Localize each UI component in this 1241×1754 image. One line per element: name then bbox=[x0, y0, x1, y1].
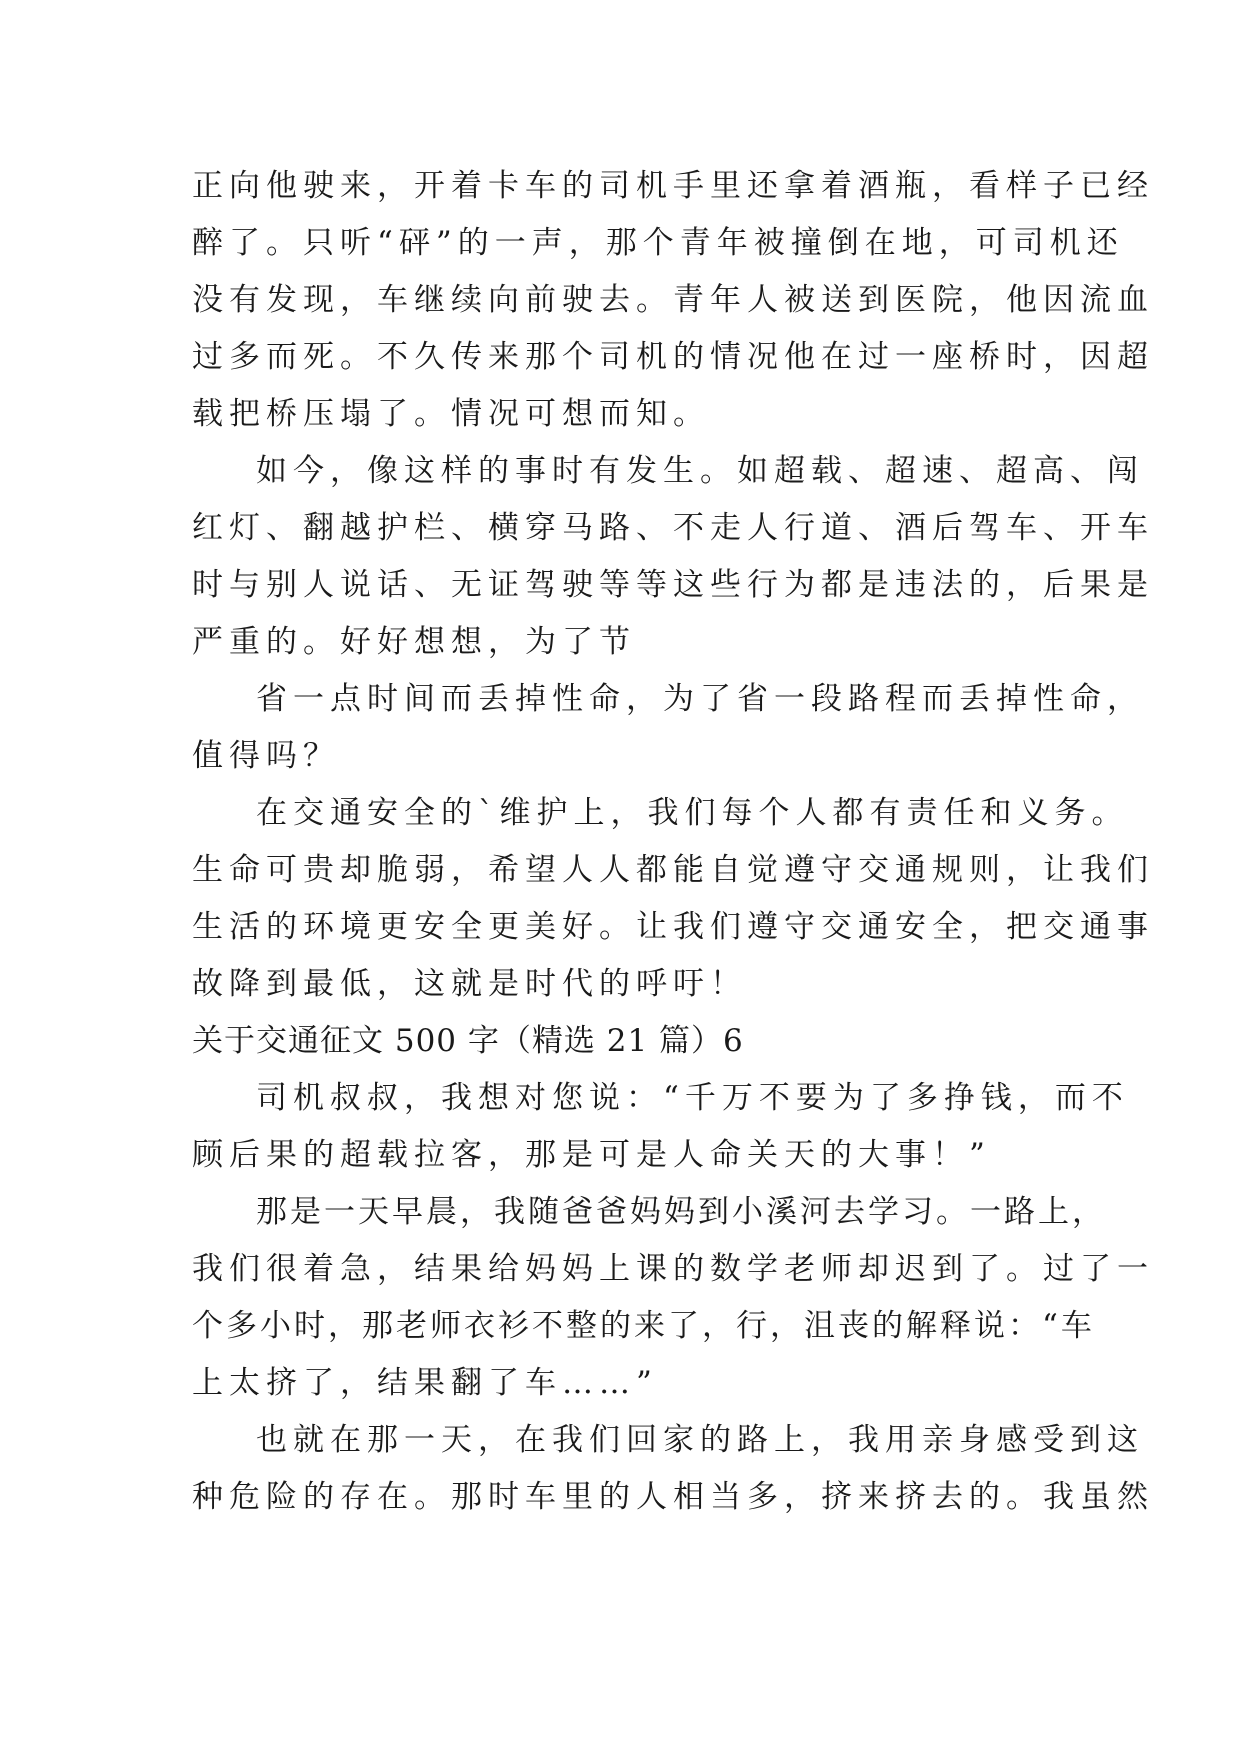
text-line: 种危险的存在。那时车里的人相当多，挤来挤去的。我虽然 bbox=[192, 1479, 1154, 1515]
document-page bbox=[192, 158, 1154, 1526]
text-line: 故降到最低，这就是时代的呼吁！ bbox=[192, 966, 747, 1002]
text-line: 生命可贵却脆弱，希望人人都能自觉遵守交通规则，让我们 bbox=[192, 852, 1154, 888]
section-heading: 关于交通征文 500 字（精选 21 篇）6 bbox=[192, 1023, 744, 1059]
text-line: 生活的环境更安全更美好。让我们遵守交通安全，把交通事 bbox=[192, 909, 1154, 945]
paragraph-start-line: 省一点时间而丢掉性命，为了省一段路程而丢掉性命， bbox=[256, 681, 1144, 717]
text-line: 醉了。只听“砰”的一声，那个青年被撞倒在地，可司机还 bbox=[192, 225, 1124, 261]
paragraph-start-line: 如今，像这样的事时有发生。如超载、超速、超高、闯 bbox=[256, 453, 1144, 489]
paragraph-start-line: 那是一天早晨，我随爸爸妈妈到小溪河去学习。一路上， bbox=[256, 1194, 1106, 1230]
text-line: 个多小时，那老师衣衫不整的来了，行，沮丧的解释说：“车 bbox=[192, 1308, 1095, 1344]
text-line: 载把桥压塌了。情况可想而知。 bbox=[192, 396, 710, 432]
text-line: 严重的。好好想想，为了节 bbox=[192, 624, 636, 660]
text-line: 上太挤了，结果翻了车……” bbox=[192, 1365, 658, 1401]
paragraph-start-line: 司机叔叔，我想对您说：“千万不要为了多挣钱，而不 bbox=[256, 1080, 1129, 1116]
paragraph-start-line: 在交通安全的`维护上，我们每个人都有责任和义务。 bbox=[256, 795, 1129, 831]
text-line: 时与别人说话、无证驾驶等等这些行为都是违法的，后果是 bbox=[192, 567, 1154, 603]
text-line: 红灯、翻越护栏、横穿马路、不走人行道、酒后驾车、开车 bbox=[192, 510, 1154, 546]
text-line: 正向他驶来，开着卡车的司机手里还拿着酒瓶，看样子已经 bbox=[192, 168, 1154, 204]
paragraph-start-line: 也就在那一天，在我们回家的路上，我用亲身感受到这 bbox=[256, 1422, 1144, 1458]
text-line: 顾后果的超载拉客，那是可是人命关天的大事！” bbox=[192, 1137, 991, 1173]
text-line: 我们很着急，结果给妈妈上课的数学老师却迟到了。过了一 bbox=[192, 1251, 1154, 1287]
text-line: 没有发现，车继续向前驶去。青年人被送到医院，他因流血 bbox=[192, 282, 1154, 318]
text-line: 过多而死。不久传来那个司机的情况他在过一座桥时，因超 bbox=[192, 339, 1154, 375]
text-line: 值得吗？ bbox=[192, 738, 340, 774]
